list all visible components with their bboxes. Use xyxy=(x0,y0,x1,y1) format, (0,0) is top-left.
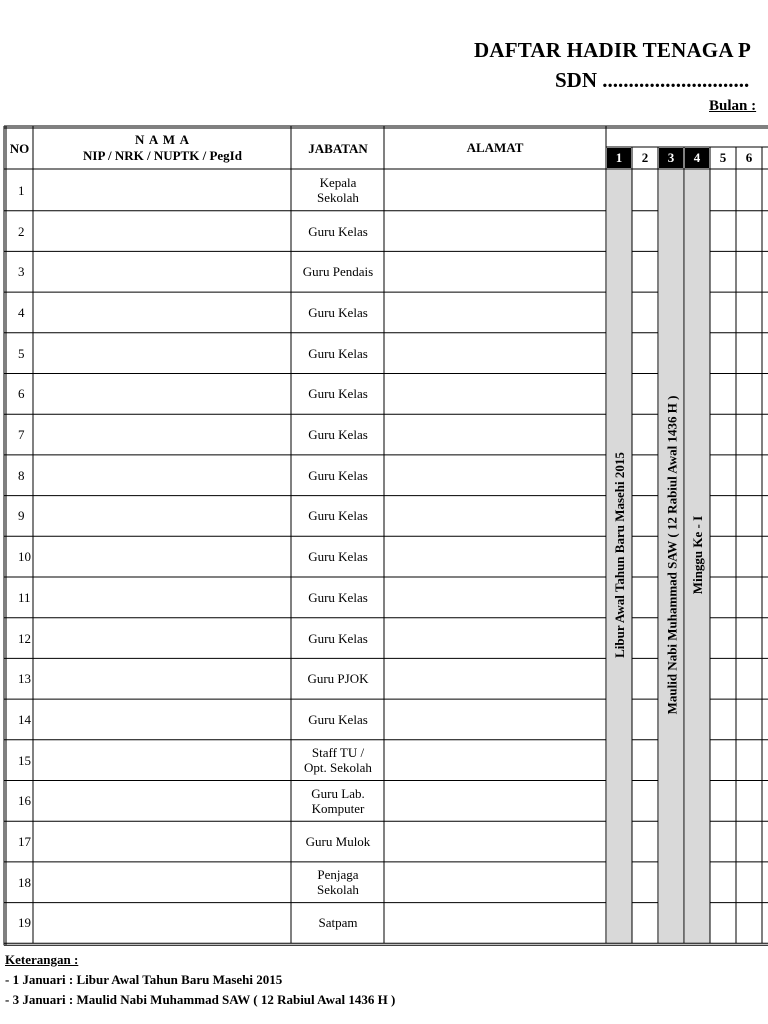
jabatan-cell: Satpam xyxy=(318,915,358,931)
jabatan-cell: Guru Kelas xyxy=(308,549,368,565)
row-number: 19 xyxy=(18,915,31,931)
row-number: 6 xyxy=(18,386,25,402)
jabatan-cell: Guru Kelas xyxy=(308,304,368,320)
jabatan-cell: Guru Kelas xyxy=(308,386,368,402)
header-jabatan: JABATAN xyxy=(308,140,368,156)
bulan-label: Bulan : xyxy=(709,98,757,114)
day-number: 5 xyxy=(719,150,727,165)
row-number: 17 xyxy=(18,834,31,850)
row-number: 1 xyxy=(18,182,25,198)
row-number: 16 xyxy=(18,793,31,809)
row-number: 18 xyxy=(18,874,31,890)
jabatan-cell: Guru PJOK xyxy=(307,671,369,687)
day-number: 3 xyxy=(659,148,683,168)
row-number: 4 xyxy=(18,304,25,320)
row-number: 11 xyxy=(18,589,31,605)
day-number: 6 xyxy=(745,150,753,165)
keterangan-title: Keterangan : xyxy=(5,952,79,967)
jabatan-cell: Guru Kelas xyxy=(308,630,368,646)
jabatan-cell: Kepala Sekolah xyxy=(317,175,359,206)
day-number: 1 xyxy=(607,148,631,168)
row-number: 5 xyxy=(18,345,25,361)
day-number: 2 xyxy=(641,150,649,165)
row-number: 12 xyxy=(18,630,31,646)
keterangan-item: - 3 Januari : Maulid Nabi Muhammad SAW ( 12 Rabiul Awal 1436 H ) xyxy=(5,992,396,1007)
holiday-label-day1: Libur Awal Tahun Baru Masehi 2015 xyxy=(611,452,627,658)
row-number: 8 xyxy=(18,467,25,483)
keterangan-item: - 1 Januari : Libur Awal Tahun Baru Masehi 2015 xyxy=(5,972,283,987)
jabatan-cell: Guru Kelas xyxy=(308,589,368,605)
row-number: 7 xyxy=(18,427,25,443)
jabatan-cell: Penjaga Sekolah xyxy=(317,867,359,898)
header-nama-label: N A M A xyxy=(134,132,191,147)
jabatan-cell: Guru Kelas xyxy=(308,467,368,483)
jabatan-cell: Guru Kelas xyxy=(308,711,368,727)
jabatan-cell: Guru Pendais xyxy=(302,264,374,280)
row-number: 2 xyxy=(18,223,25,239)
header-no: NO xyxy=(9,140,30,156)
holiday-label-day3: Maulid Nabi Muhammad SAW ( 12 Rabiul Awal 1436 H ) xyxy=(663,395,679,715)
header-alamat: ALAMAT xyxy=(466,139,524,155)
school-name: SDN ............................ xyxy=(555,68,750,92)
header-nama-ids: NIP / NRK / NUPTK / PegId xyxy=(83,148,242,163)
row-number: 3 xyxy=(18,264,25,280)
document-title: DAFTAR HADIR TENAGA P xyxy=(474,38,752,62)
jabatan-cell: Guru Mulok xyxy=(305,834,371,850)
day-number: 4 xyxy=(685,148,709,168)
jabatan-cell: Guru Kelas xyxy=(308,427,368,443)
jabatan-cell: Guru Lab. Komputer xyxy=(311,785,365,816)
row-number: 10 xyxy=(18,549,31,565)
row-number: 14 xyxy=(18,711,31,727)
jabatan-cell: Guru Kelas xyxy=(308,345,368,361)
row-number: 15 xyxy=(18,752,31,768)
row-number: 9 xyxy=(18,508,25,524)
row-number: 13 xyxy=(18,671,31,687)
holiday-label-day4: Minggu Ke - I xyxy=(690,515,706,595)
header-nama xyxy=(34,127,291,169)
jabatan-cell: Staff TU / Opt. Sekolah xyxy=(304,745,372,776)
jabatan-cell: Guru Kelas xyxy=(308,223,368,239)
jabatan-cell: Guru Kelas xyxy=(308,508,368,524)
